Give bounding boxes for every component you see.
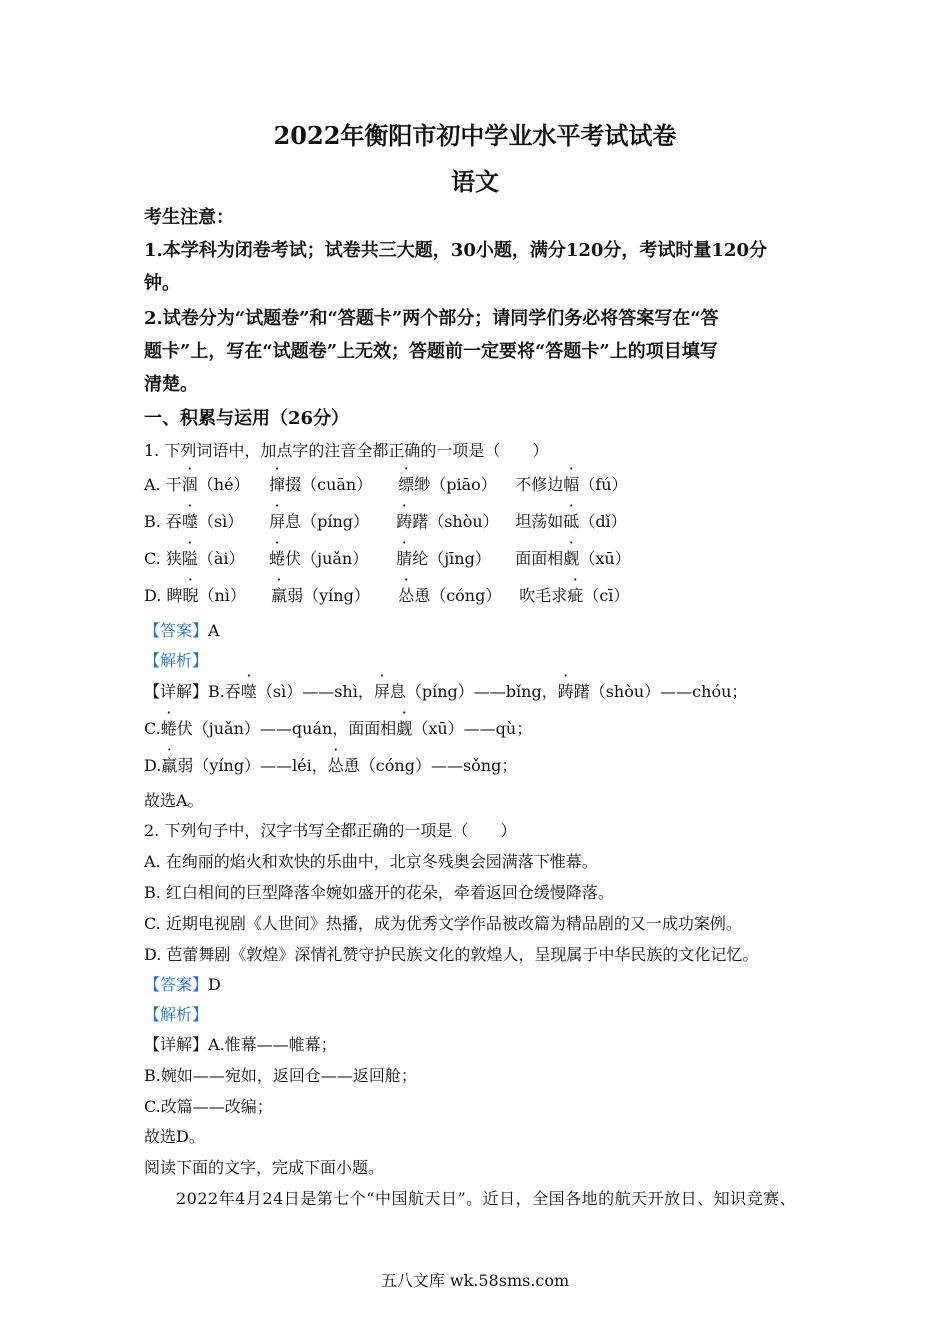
q2-stem: 2. 下列句子中，汉字书写全都正确的一项是（ ） bbox=[144, 821, 517, 840]
answer-tag: 【答案】 bbox=[144, 621, 209, 640]
q2-detail-line-1: 【详解】A.惟幕——帷幕； bbox=[144, 1035, 337, 1054]
q2-option-d: D. 芭蕾舞剧《敦煌》深情礼赞守护民族文化的敦煌人，呈现属于中华民族的文化记忆。 bbox=[144, 945, 759, 964]
q1-conclusion: 故选A。 bbox=[144, 791, 204, 810]
notice-item-1: 1.本学科为闭卷考试；试卷共三大题，30小题，满分120分，考试时量120分 bbox=[144, 240, 767, 261]
notice-heading: 考生注意： bbox=[144, 207, 234, 228]
notice-item-2-end: 清楚。 bbox=[144, 374, 198, 395]
q2-answer: 【答案】D bbox=[144, 975, 221, 994]
subject-title: 语文 bbox=[451, 167, 499, 196]
q1-option-d: D. 睥睨（nì） 羸弱（yíng） 怂恿（cóng） 吹毛求疵（cī） bbox=[144, 586, 630, 605]
q2-detail-line-3: C.改篇——改编； bbox=[144, 1097, 273, 1116]
notice-item-1-cont: 钟。 bbox=[144, 273, 180, 294]
exam-title: 2022年衡阳市初中学业水平考试试卷 bbox=[273, 121, 677, 150]
q1-option-c: C. 狭隘（ài） 蜷伏（juǎn） 腈纶（jīng） 面面相觑（xū） bbox=[144, 549, 631, 568]
q1-answer: 【答案】A bbox=[144, 621, 220, 640]
q1-detail-line-2: C.蜷伏（juǎn）——quán，面面相觑（xū）——qù； bbox=[144, 719, 533, 738]
answer-tag: 【答案】 bbox=[144, 975, 209, 994]
section-heading: 一、积累与运用（26分） bbox=[144, 408, 350, 429]
q1-stem: 1. 下列词语中，加点字的注音全都正确的一项是（ ） bbox=[144, 441, 549, 460]
q2-conclusion: 故选D。 bbox=[144, 1127, 205, 1146]
q1-detail-line-1: 【详解】B.吞噬（sì）——shì，屏息（píng）——bǐng，踌躇（shòu）——chóu； bbox=[144, 682, 748, 701]
q1-option-a: A. 干涸（hé） 撺掇（cuān） 缥缈（piāo） 不修边幅（fú） bbox=[144, 475, 628, 494]
q1-option-b: B. 吞噬（sì） 屏息（píng） 踌躇（shòu） 坦荡如砥（dǐ） bbox=[144, 512, 627, 531]
q2-detail-line-2: B.婉如——宛如，返回仓——返回舱； bbox=[144, 1066, 417, 1085]
passage-first-line: 2022年4月24日是第七个“中国航天日”。近日，全国各地的航天开放日、知识竞赛、 bbox=[176, 1189, 797, 1208]
reading-intro: 阅读下面的文字，完成下面小题。 bbox=[144, 1158, 385, 1177]
notice-item-2: 2.试卷分为“试题卷”和“答题卡”两个部分；请同学们务必将答案写在“答 bbox=[144, 308, 719, 329]
notice-item-2-cont: 题卡”上，写在“试题卷”上无效；答题前一定要将“答题卡”上的项目填写 bbox=[144, 341, 718, 362]
q2-option-a: A. 在绚丽的焰火和欢快的乐曲中，北京冬残奥会园满落下惟幕。 bbox=[144, 852, 598, 871]
q1-detail-line-3: D.羸弱（yíng）——léi，怂恿（cóng）——sǒng； bbox=[144, 756, 518, 775]
page-footer: 五八文库 wk.58sms.com bbox=[380, 1271, 570, 1290]
q2-analysis-tag: 【解析】 bbox=[144, 1005, 209, 1024]
q2-option-c: C. 近期电视剧《人世间》热播，成为优秀文学作品被改篇为精品剧的又一成功案例。 bbox=[144, 914, 742, 933]
q1-analysis-tag: 【解析】 bbox=[144, 651, 209, 670]
q2-option-b: B. 红白相间的巨型降落伞婉如盛开的花朵，牵着返回仓缓慢降落。 bbox=[144, 883, 614, 902]
